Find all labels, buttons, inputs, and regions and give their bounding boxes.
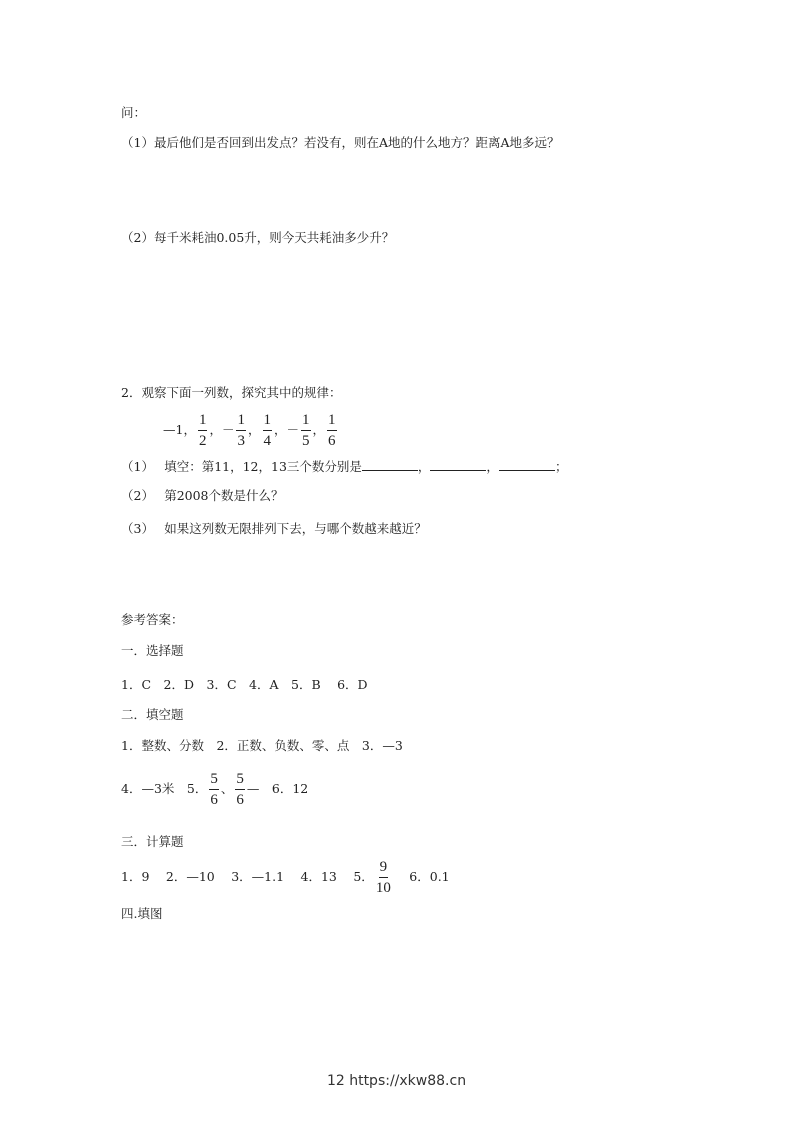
text: 4．—3米 5． bbox=[121, 781, 208, 796]
denominator: 3 bbox=[237, 432, 245, 449]
section-1-heading: 一．选择题 bbox=[121, 643, 184, 658]
separator: ， bbox=[247, 422, 261, 437]
fraction bbox=[235, 769, 245, 810]
numerator: 5 bbox=[235, 769, 245, 790]
sequence-term bbox=[261, 410, 287, 451]
numerator: 5 bbox=[209, 769, 219, 790]
sequence-term bbox=[222, 410, 261, 451]
section-2-answers-2 bbox=[121, 767, 308, 811]
page-footer: 12 https://xkw88.cn bbox=[326, 1073, 467, 1089]
answer-blank-1[interactable] bbox=[362, 458, 418, 471]
fraction bbox=[198, 410, 208, 451]
sub-question-3 bbox=[121, 521, 427, 537]
section-2-heading: 二．填空题 bbox=[121, 707, 184, 722]
text: 1．9 2．—10 3．—1.1 4．13 5． bbox=[121, 869, 374, 884]
text: 6．12 bbox=[259, 781, 309, 796]
separator: ， bbox=[274, 422, 287, 437]
denominator: 6 bbox=[210, 791, 218, 808]
fraction bbox=[301, 410, 311, 451]
numerator: 9 bbox=[379, 857, 389, 878]
sub-question-2 bbox=[121, 488, 284, 504]
text: 填空：第11，12，13三个数分别是 bbox=[164, 459, 362, 474]
label: （1） bbox=[121, 459, 148, 474]
sequence-term bbox=[196, 410, 222, 451]
section-3-answers bbox=[121, 855, 450, 899]
separator: 、 bbox=[220, 781, 234, 796]
semicolon: ； bbox=[554, 459, 568, 474]
problem-2-title: 2．观察下面一列数，探究其中的规律： bbox=[121, 385, 342, 400]
section-1-answers: 1．C 2．D 3．C 4．A 5．B 6．D bbox=[121, 677, 368, 692]
sequence-term bbox=[325, 410, 339, 451]
number-sequence bbox=[163, 408, 339, 452]
separator: ， bbox=[312, 422, 326, 437]
fraction bbox=[263, 410, 273, 451]
question-2: （2）每千米耗油0.05升，则今天共耗油多少升？ bbox=[121, 230, 395, 245]
sub-question-1 bbox=[121, 458, 567, 475]
section-3-heading: 三．计算题 bbox=[121, 834, 184, 849]
sign: － bbox=[221, 422, 235, 437]
separator: ， bbox=[209, 422, 222, 437]
dash: — bbox=[246, 781, 260, 796]
sequence-term bbox=[287, 410, 326, 451]
denominator: 4 bbox=[263, 432, 271, 449]
fraction bbox=[376, 857, 391, 898]
numerator: 1 bbox=[327, 410, 337, 431]
section-2-answers-1: 1．整数、分数 2．正数、负数、零、点 3．—3 bbox=[121, 738, 403, 753]
label: （2） bbox=[121, 488, 148, 503]
numerator: 1 bbox=[236, 410, 246, 431]
question-1: （1）最后他们是否回到出发点？若没有，则在A地的什么地方？距离A地多远？ bbox=[121, 135, 560, 150]
denominator: 2 bbox=[198, 432, 207, 449]
question-intro: 问： bbox=[121, 105, 147, 120]
comma: ， bbox=[417, 459, 431, 474]
text: 如果这列数无限排列下去，与哪个数越来越近？ bbox=[164, 521, 427, 536]
text: 第2008个数是什么？ bbox=[164, 488, 284, 503]
denominator: 6 bbox=[236, 791, 244, 808]
denominator: 6 bbox=[328, 432, 336, 449]
text: 6．0.1 bbox=[392, 869, 450, 884]
section-4-heading: 四.填图 bbox=[121, 906, 163, 921]
answer-blank-2[interactable] bbox=[430, 458, 486, 471]
fraction bbox=[327, 410, 337, 451]
numerator: 1 bbox=[198, 410, 208, 431]
sign: － bbox=[286, 422, 300, 437]
numerator: 1 bbox=[263, 410, 273, 431]
denominator: 10 bbox=[375, 879, 391, 896]
seq-first: —1， bbox=[163, 422, 196, 437]
fraction bbox=[209, 769, 219, 810]
answers-title: 参考答案： bbox=[121, 612, 184, 627]
fraction bbox=[236, 410, 246, 451]
comma: ， bbox=[486, 459, 499, 474]
label: （3） bbox=[121, 521, 148, 536]
answer-blank-3[interactable] bbox=[499, 458, 555, 471]
numerator: 1 bbox=[301, 410, 311, 431]
denominator: 5 bbox=[302, 432, 310, 449]
